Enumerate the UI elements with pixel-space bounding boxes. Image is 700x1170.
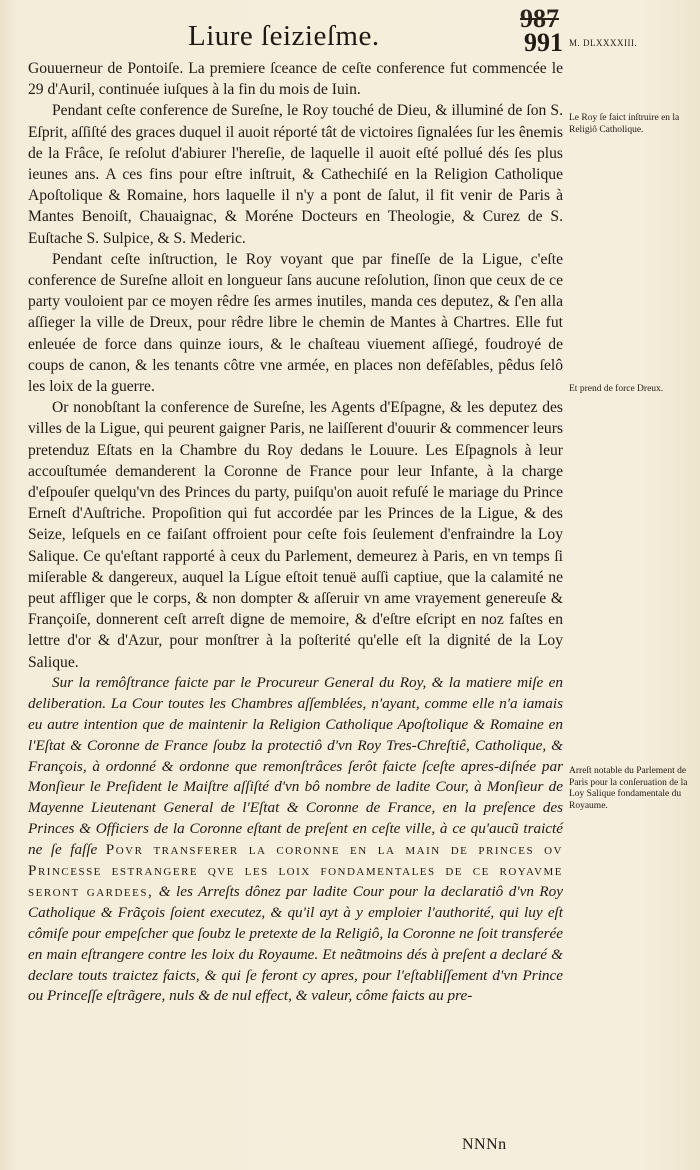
decree-text [28, 673, 563, 1008]
main-text [28, 58, 563, 1007]
catchword: NNNn [462, 1136, 507, 1153]
page-number: 991 [524, 28, 563, 57]
paragraph-estates: Or nonobſtant la conference de Sureſne, les Agents d'Eſpagne, & les deputez des villes de la Ligue, qui peurent gaigner Paris, ne laiſſerent d'ouurir & commencer leurs pretenduz Eſtats en la Chambre du Roy dedans le Louure. Les Eſpagnols à leur accouſtumée demanderent la Coronne de France pour leur Infante, à la charge d'eſpouſer quelqu'vn des Princes du party, puiſqu'on auoit refuſé le mariage du Prince Erneſt d'Auſtriche. Propoſition qui fut accordée par les Princes de la Ligue, & des Seize, leſquels en ce faiſant offroient pour ceſte fois ſeulement d'enfraindre la Loy Salique. Ce qu'eſtant rapporté à ceux du Parlement, demeurez à Paris, en vn temps ſi miſerable & dangereux, auquel la Lígue eſtoit tenuë auſſi captiue, que la calamité ne peut affliger que le corps, & non dompter & aſſeruir vn ame vrayement genereuſe & Françoiſe, donnerent ceſt arreſt digne de memoire, & d'eſtre eſcript en noz faſtes en lettre d'or & d'Azur, pour monſtrer à la poſterité qu'elle eſt la dignité de la Loy Salique. [28, 399, 563, 671]
running-header [0, 4, 700, 57]
paragraph-conversion: Pendant ceſte conference de Sureſne, le Roy touché de Dieu, & illuminé de ſon S. Eſprit, aſſiſté des graces duquel il auoit réporté tât de victoires ſignalées ſur les ênemis de la Frâce, ſe reſolut d'abiurer l'hereſie, de laquelle il auoit eſté pollué dés ſes plus ieunes ans. A ces fins pour eſtre inſtruit, & Cathechiſé en la Religion Catholique Apoſtolique & Romaine, hors laquelle il n'y a pont de ſalut, il fit venir de Paris à Mantes Benoiſt, Chauaignac, & Moréne Docteurs en Theologie, & Curez de S. Euſtache S. Sulpice, & S. Mederic. [28, 102, 563, 247]
running-title: Liure ſeizieſme. [188, 20, 380, 52]
paragraph-dreux: Pendant ceſte inſtruction, le Roy voyant que par fineſſe de la Ligue, c'eſte conference de Sureſne alloit en longueur ſans aucune reſolution, ſinon que ceux de ce party vouloient par ce moyen rêdre ſes armes inutiles, manda ces deputez, & ſ'en alla aſſieger la ville de Dreux, pour rêdre libre le chemin de Mantes à Chartres. Elle fut enleuée de force dans quinze iours, & le chaſteau viuement aſſiegé, foudroyé de coups de canon, & les tenants côtre vne armée, en places non defēſables, pêdus ſelô les loix de la guerre. [28, 250, 563, 396]
paragraph-continuation: Gouuerneur de Pontoiſe. La premiere ſceance de ceſte conference fut commencée le 29 d'Auril, continuée iuſques à la fin du mois de Iuin. [28, 60, 563, 99]
margin-note-dreux: Et prend de force Dreux. [569, 384, 664, 394]
decree-text-end: & les Arreſts dônez par ladite Cour pour la declaratiô d'vn Roy Catholique & Frãçois ſoient executez, & qu'il ayt à y emploier l'authorité, qui luy eſt cômiſe pour empeſcher que ſoubz le pretexte de la Religiô, la Coronne ne ſoit transferée en main eſtrangere contre les loix du Royaume. Et neãtmoins dés à preſent a declaré & declare touts traictez faicts, & qui ſe feront cy apres, pour l'eſtabliſſement d'vn Prince ou Princeſſe eſtrãgere, nuls & de nul effect, & valeur, côme faicts au pre- [28, 882, 563, 1005]
struck-page-number: 987 [520, 4, 559, 33]
margin-note-instruction: Le Roy ſe faict inſtruire en la Religiô Catholique. [569, 113, 680, 135]
margin-note-decree: Arreſt notable du Parlement de Paris pour la conſeruation de la Loy Salique fondamentale du Royaume. [569, 766, 688, 811]
decree-capitals: Povr transferer la coronne en la main de princes ov Princesse estrangere qve les loix fondamentales de ce royavme seront gardees, [28, 841, 563, 900]
decree-text-start: Sur la remôſtrance faicte par le Procureur General du Roy, & la matiere miſe en deliberation. La Cour toutes les Chambres aſſemblées, n'ayant, comme elle n'a iamais eu autre intention que de maintenir la Religion Catholique Apoſtolique & Romaine en l'Eſtat & Coronne de France ſoubz la protectiô d'vn Roy Tres-Chreſtiê, Catholique, & François, à ordonné & ordonne que remonſtrâces ſerôt faicte ſceſte apres-diſnée par Monſieur le Preſident le Maiſtre aſſiſté d'vn bô nombre de ladite Cour, à Monſieur de Mayenne Lieutenant General de l'Eſtat & Coronne de France, en la preſence des Princes & Officiers de la Coronne eſtant de preſent en ceſte ville, à ce qu'aucũ traicté ne ſe faſſe [28, 673, 563, 859]
margin-year: M. DLXXXXIII. [569, 38, 638, 48]
